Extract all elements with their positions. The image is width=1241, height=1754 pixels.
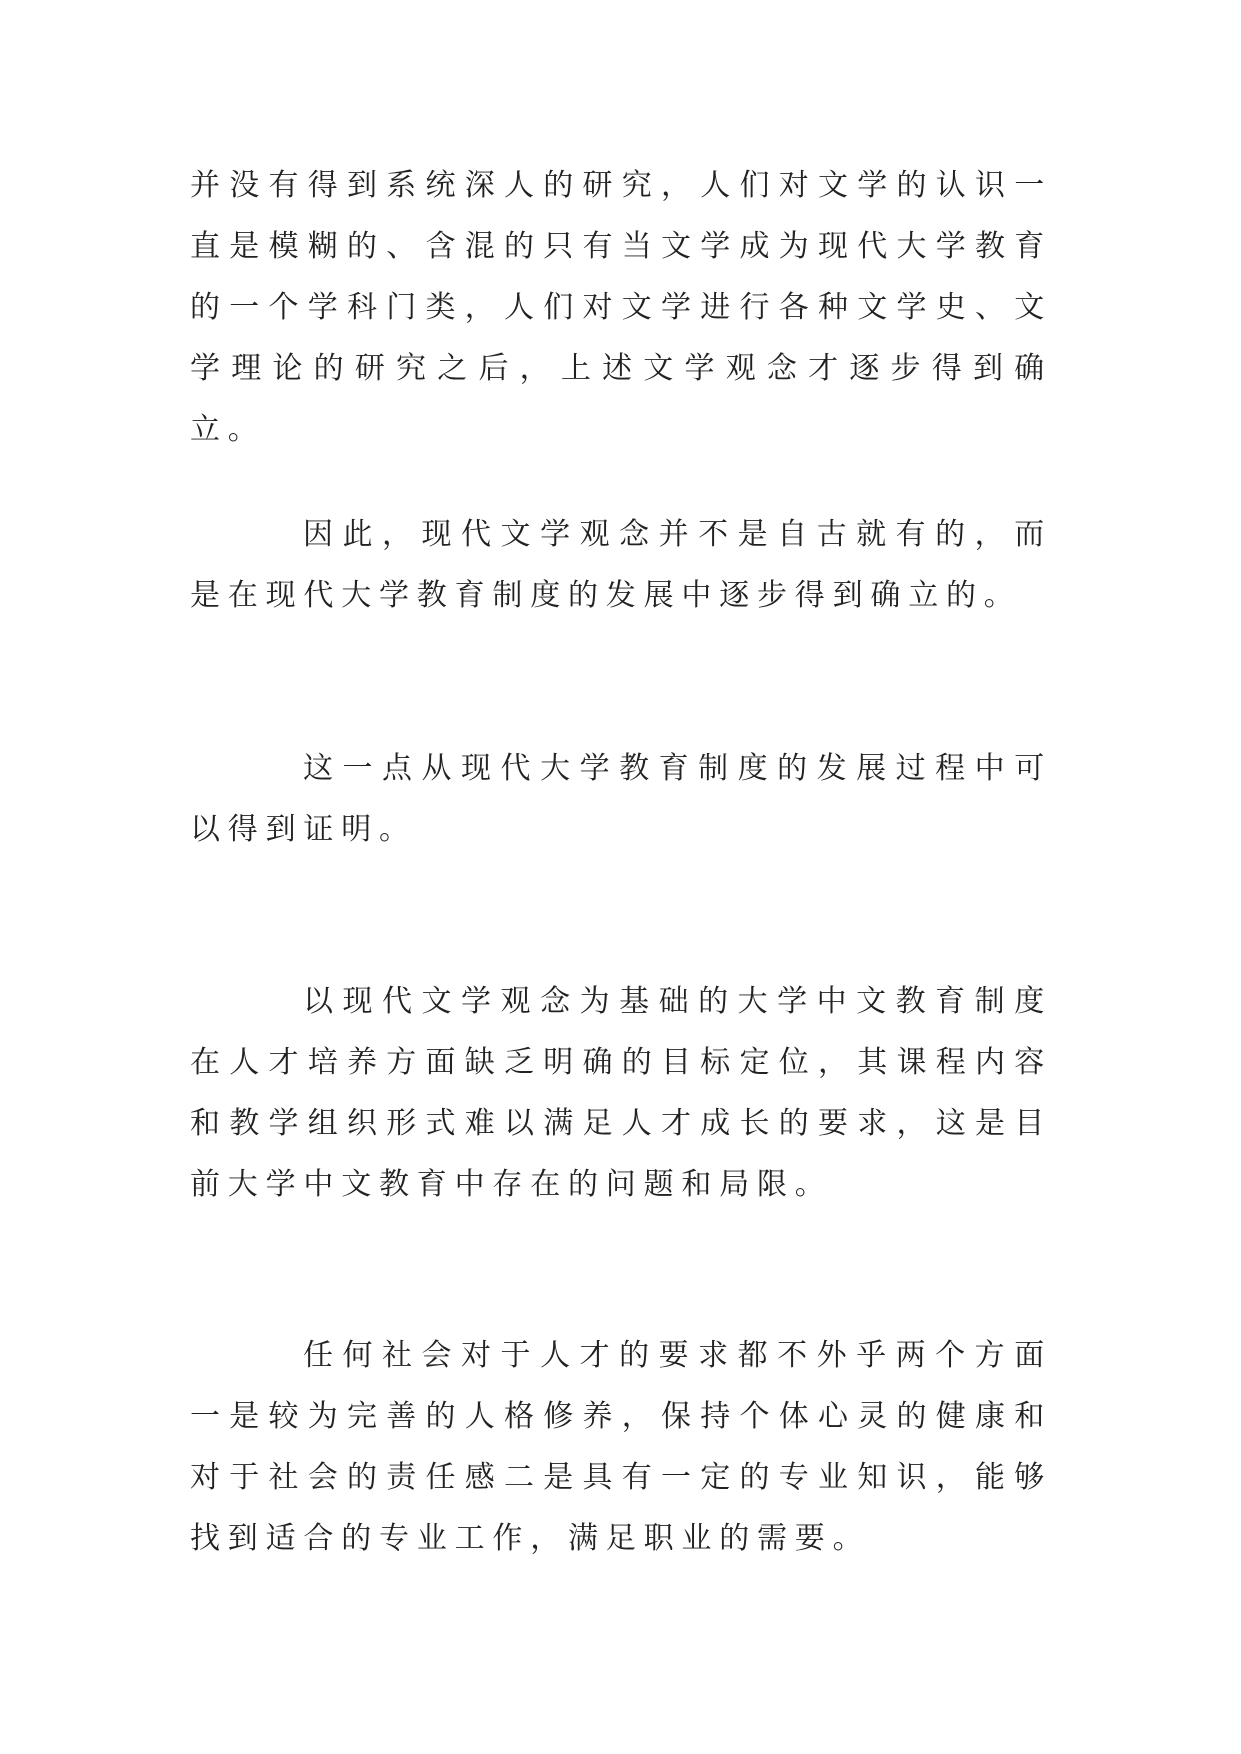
paragraph-continuation: 并没有得到系统深人的研究，人们对文学的认识一直是模糊的、含混的只有当文学成为现代大学教育的一个学科门类，人们对文学进行各种文学史、文学理论的研究之后，上述文学观念才逐步得到确立。 (190, 168, 1052, 447)
paragraph: 这一点从现代大学教育制度的发展过程中可以得到证明。 (190, 751, 1052, 847)
paragraph: 因此，现代文学观念并不是自古就有的，而是在现代大学教育制度的发展中逐步得到确立的。 (190, 517, 1052, 613)
paragraph: 任何社会对于人才的要求都不外乎两个方面一是较为完善的人格修养，保持个体心灵的健康和对于社会的责任感二是具有一定的专业知识，能够找到适合的专业工作，满足职业的需要。 (190, 1338, 1052, 1556)
paragraph: 以现代文学观念为基础的大学中文教育制度在人才培养方面缺乏明确的目标定位，其课程内容和教学组织形式难以满足人才成长的要求，这是目前大学中文教育中存在的问题和局限。 (190, 984, 1052, 1202)
